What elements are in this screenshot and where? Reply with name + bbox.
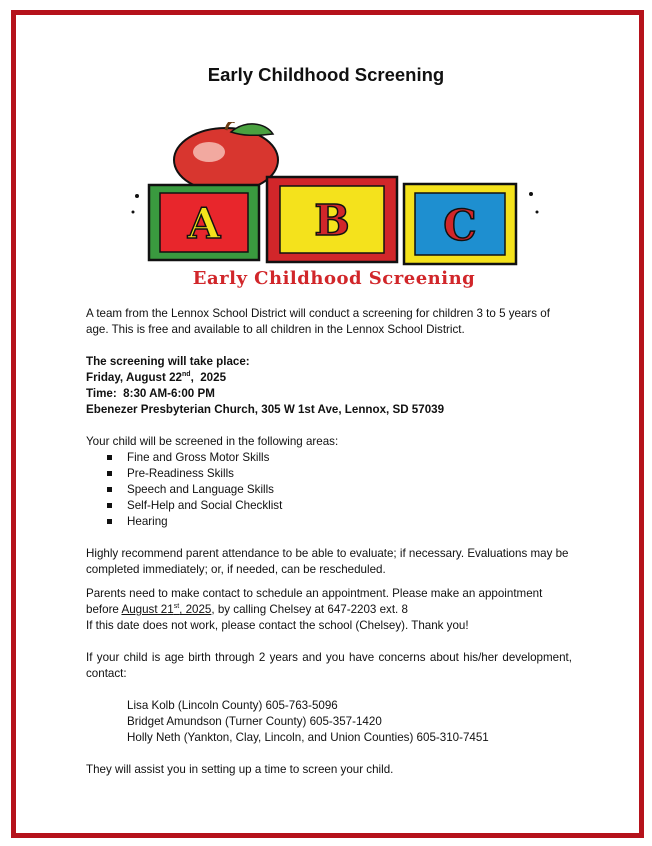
screening-location: Ebenezer Presbyterian Church, 305 W 1st Ave, Lennox, SD 57039 [86, 403, 445, 416]
list-item: Fine and Gross Motor Skills [86, 450, 572, 466]
list-item: Hearing [86, 514, 572, 530]
list-item: Pre-Readiness Skills [86, 466, 572, 482]
logo-banner-text: Early Childhood Screening [192, 268, 476, 289]
deadline-date: August 21st, 2025 [121, 603, 212, 616]
areas-intro: Your child will be screened in the following areas: [86, 435, 339, 448]
list-item: Holly Neth (Yankton, Clay, Lincoln, and Union Counties) 605-310-7451 [127, 731, 489, 744]
document-body [86, 306, 572, 778]
block-c-letter: C [443, 201, 477, 250]
list-item: Speech and Language Skills [86, 482, 572, 498]
screening-areas-list [86, 450, 572, 530]
recommend-paragraph: Highly recommend parent attendance to be able to evaluate; if necessary. Evaluations may be completed immediately; or, if needed, can be rescheduled. [86, 547, 569, 576]
infant-paragraph: If your child is age birth through 2 years and you have concerns about his/her development, contact: [86, 651, 572, 680]
screening-details [86, 354, 572, 418]
list-item: Self-Help and Social Checklist [86, 498, 572, 514]
list-item: Lisa Kolb (Lincoln County) 605-763-5096 [127, 699, 338, 712]
block-b-letter: B [314, 196, 350, 245]
abc-blocks-logo [127, 122, 542, 292]
abc-blocks-icon [132, 177, 539, 264]
apple-icon [174, 122, 278, 192]
screening-date: Friday, August 22nd, 2025 [86, 371, 227, 384]
page-title: Early Childhood Screening [207, 64, 445, 85]
list-item: Bridget Amundson (Turner County) 605-357-1420 [127, 715, 382, 728]
details-heading: The screening will take place: [86, 355, 250, 368]
closing-paragraph: They will assist you in setting up a time to screen your child. [86, 763, 394, 776]
intro-paragraph: A team from the Lennox School District will conduct a screening for children 3 to 5 years of age. This is free and available to all children in the Lennox School District. [86, 307, 550, 336]
appointment-paragraph: Parents need to make contact to schedule an appointment. Please make an appointment before August 21st, 2025, by calling Chelsey at 647-2203 ext. 8 If this date does not work, please contact the school (Chelsey). Thank you! [86, 587, 543, 632]
screening-time: Time: 8:30 AM-6:00 PM [86, 387, 215, 400]
block-a-letter: A [187, 199, 221, 248]
contact-list [86, 698, 572, 746]
